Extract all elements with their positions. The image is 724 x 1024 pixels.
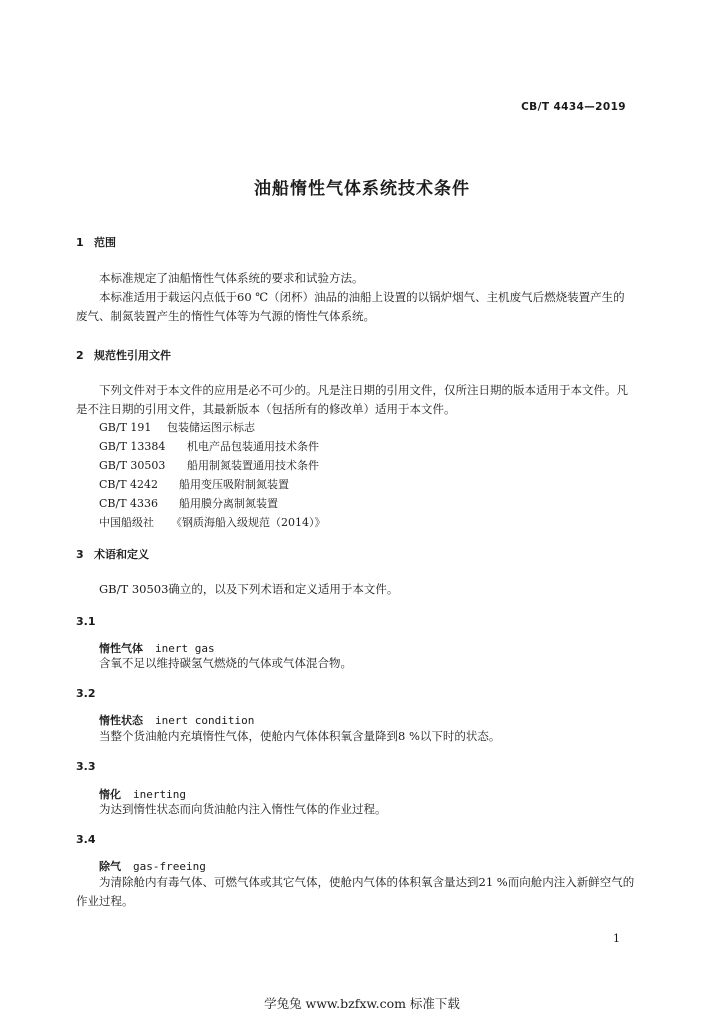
document-title: 油船惰性气体系统技术条件	[254, 179, 470, 199]
reference-title: 船用膜分离制氮装置	[179, 497, 278, 510]
section-2-heading	[76, 347, 171, 363]
reference-code: GB/T 191	[99, 421, 152, 434]
paragraph-text: 本标准适用于载运闪点低于60 ℃（闭杯）油品的油船上设置的以锅炉烟气、主机废气后燃烧装置产生的废气、制氮装置产生的惰性气体等为气源的惰性气体系统。	[76, 290, 625, 323]
reference-code: 中国船级社	[99, 516, 154, 529]
section-3-heading	[76, 546, 149, 562]
reference-title: 《钢质海船入级规范（2014）》	[171, 516, 326, 529]
term-chinese: 除气	[99, 860, 121, 873]
reference-title: 船用变压吸附制氮装置	[179, 478, 289, 491]
reference-item	[99, 456, 319, 475]
reference-item	[99, 513, 326, 532]
page-number: 1	[613, 932, 620, 945]
term-number: 3.1	[76, 615, 96, 628]
reference-item	[99, 494, 278, 513]
reference-item	[99, 475, 289, 494]
term-number: 3.4	[76, 833, 96, 846]
term-chinese: 惰性气体	[99, 642, 143, 655]
term-english: gas-freeing	[133, 860, 206, 873]
paragraph-text: 下列文件对于本文件的应用是必不可少的。凡是注日期的引用文件，仅所注日期的版本适用于本文件。凡是不注日期的引用文件，其最新版本（包括所有的修改单）适用于本文件。	[76, 383, 628, 416]
reference-code: CB/T 4242	[99, 478, 159, 491]
term-number: 3.3	[76, 760, 96, 773]
section-title: 规范性引用文件	[94, 349, 171, 362]
term-number: 3.2	[76, 687, 96, 700]
section-number: 3	[76, 548, 84, 561]
term-definition: 当整个货油舱内充填惰性气体，使舱内气体体积氧含量降到8 %以下时的状态。	[99, 729, 501, 743]
term-heading	[99, 712, 254, 728]
term-definition: 为达到惰性状态而向货油舱内注入惰性气体的作业过程。	[99, 802, 387, 816]
term-definition	[76, 873, 638, 911]
paragraph-text: GB/T 30503确立的，以及下列术语和定义适用于本文件。	[99, 582, 399, 596]
section-1-paragraph-1	[76, 269, 636, 288]
reference-code: GB/T 30503	[99, 459, 166, 472]
term-chinese: 惰化	[99, 788, 121, 801]
reference-item	[99, 418, 255, 437]
section-2-paragraph-1	[76, 381, 636, 419]
term-chinese: 惰性状态	[99, 714, 143, 727]
section-title: 范围	[94, 236, 116, 249]
section-number: 1	[76, 236, 84, 249]
section-1-paragraph-2	[76, 288, 636, 326]
term-heading	[99, 858, 206, 874]
reference-title: 包装储运图示标志	[167, 421, 255, 434]
section-number: 2	[76, 349, 84, 362]
section-3-paragraph-1	[76, 580, 636, 599]
reference-code: GB/T 13384	[99, 440, 166, 453]
reference-title: 机电产品包装通用技术条件	[187, 440, 319, 453]
reference-title: 船用制氮装置通用技术条件	[187, 459, 319, 472]
footer-watermark: 学兔兔 www.bzfxw.com 标准下载	[264, 996, 460, 1011]
term-english: inerting	[133, 788, 186, 801]
term-english: inert gas	[155, 642, 215, 655]
term-english: inert condition	[155, 714, 255, 727]
definition-text: 为清除舱内有毒气体、可燃气体或其它气体，使舱内气体的体积氧含量达到21 %而向舱内注入新鲜空气的作业过程。	[76, 875, 635, 908]
reference-code: CB/T 4336	[99, 497, 159, 510]
standard-number: CB/T 4434—2019	[521, 101, 626, 113]
section-title: 术语和定义	[94, 548, 149, 561]
term-definition: 含氧不足以维持碳氢气燃烧的气体或气体混合物。	[99, 656, 352, 670]
section-1-heading	[76, 234, 116, 250]
reference-item	[99, 437, 319, 456]
paragraph-text: 本标准规定了油船惰性气体系统的要求和试验方法。	[99, 271, 364, 285]
